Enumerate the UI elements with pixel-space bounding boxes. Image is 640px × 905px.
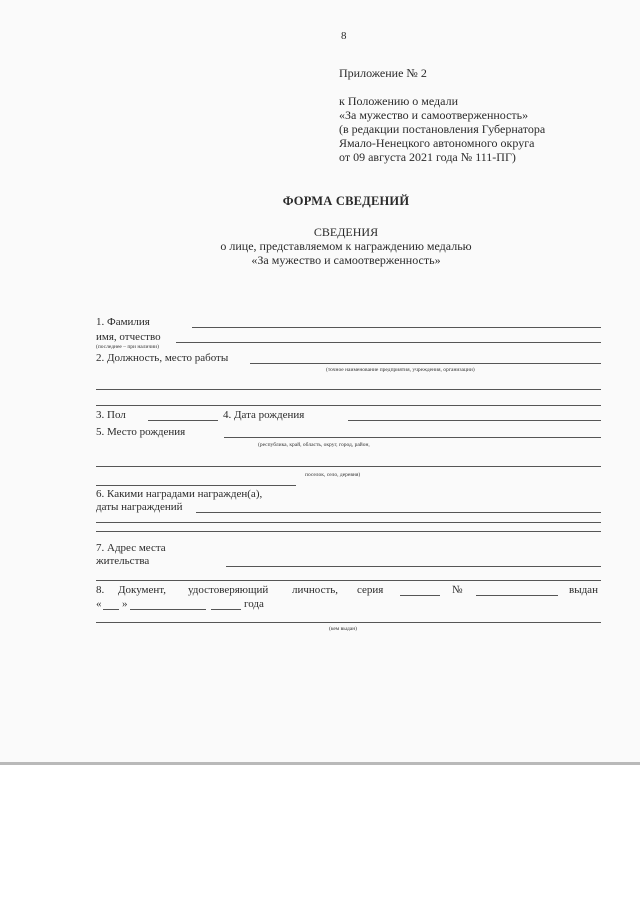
surname-label: 1. Фамилия <box>96 316 150 328</box>
position-line <box>250 363 601 364</box>
birth-place-hint: поселок, село, деревня) <box>305 472 361 478</box>
birth-place-hint: (республика, край, область, округ, город, район, <box>258 442 370 448</box>
document-label: серия <box>357 584 384 596</box>
form-title: ФОРМА СВЕДЕНИЙ <box>282 194 410 208</box>
heading-title: СВЕДЕНИЯ <box>313 225 379 239</box>
appendix-line: от 09 августа 2021 года № 111-ПГ) <box>339 150 516 164</box>
address-line <box>226 566 601 567</box>
blank-line <box>96 580 601 581</box>
blank-line <box>96 405 601 406</box>
issued-by-line <box>96 622 601 623</box>
document-label: удостоверяющий <box>188 584 269 596</box>
heading-line: «За мужество и самоотверженность» <box>251 253 441 267</box>
appendix-line: Ямало-Ненецкого автономного округа <box>339 136 535 150</box>
page-number: 8 <box>341 30 347 42</box>
appendix-line: (в редакции постановления Губернатора <box>339 122 546 136</box>
position-hint: (точное наименование предприятия, учреждения, организации) <box>326 367 475 373</box>
appendix-title: Приложение № 2 <box>339 66 427 80</box>
day-line <box>103 609 119 610</box>
heading-line: о лице, представляемом к награждению медалью <box>220 239 472 253</box>
blank-line <box>96 466 601 467</box>
issued-by-hint: (кем выдан) <box>329 626 357 632</box>
issued-label: выдан <box>569 584 598 596</box>
blank-line <box>96 389 601 390</box>
year-label: года <box>244 598 264 610</box>
document-label: личность, <box>292 584 339 596</box>
birth-place-label: 5. Место рождения <box>96 426 186 438</box>
month-line <box>130 609 206 610</box>
document-label: 8. <box>96 584 105 596</box>
open-quote: « <box>96 598 102 610</box>
blank-line <box>96 485 296 486</box>
birth-date-line <box>348 420 601 421</box>
number-sign: № <box>452 584 463 596</box>
year-line <box>211 609 241 610</box>
blank-line <box>96 531 601 532</box>
name-line <box>176 342 601 343</box>
document-label: Документ, <box>118 584 167 596</box>
name-hint: (последнее – при наличии) <box>96 344 159 350</box>
position-label: 2. Должность, место работы <box>96 352 229 364</box>
close-quote: » <box>122 598 128 610</box>
appendix-line: к Положению о медали <box>339 94 459 108</box>
address-label: 7. Адрес места <box>96 542 166 554</box>
sex-label: 3. Пол <box>96 409 126 421</box>
awards-line <box>196 512 601 513</box>
address-label: жительства <box>96 555 150 567</box>
birth-date-label: 4. Дата рождения <box>223 409 305 421</box>
sex-line <box>148 420 218 421</box>
birth-place-line <box>224 437 601 438</box>
surname-line <box>192 327 601 328</box>
awards-label: даты награждений <box>96 501 183 513</box>
blank-line <box>96 522 601 523</box>
appendix-line: «За мужество и самоотверженность» <box>339 108 529 122</box>
name-label: имя, отчество <box>96 331 161 343</box>
scan-edge <box>0 762 640 765</box>
awards-label: 6. Какими наградами награжден(а), <box>96 488 263 500</box>
number-line <box>476 595 558 596</box>
series-line <box>400 595 440 596</box>
